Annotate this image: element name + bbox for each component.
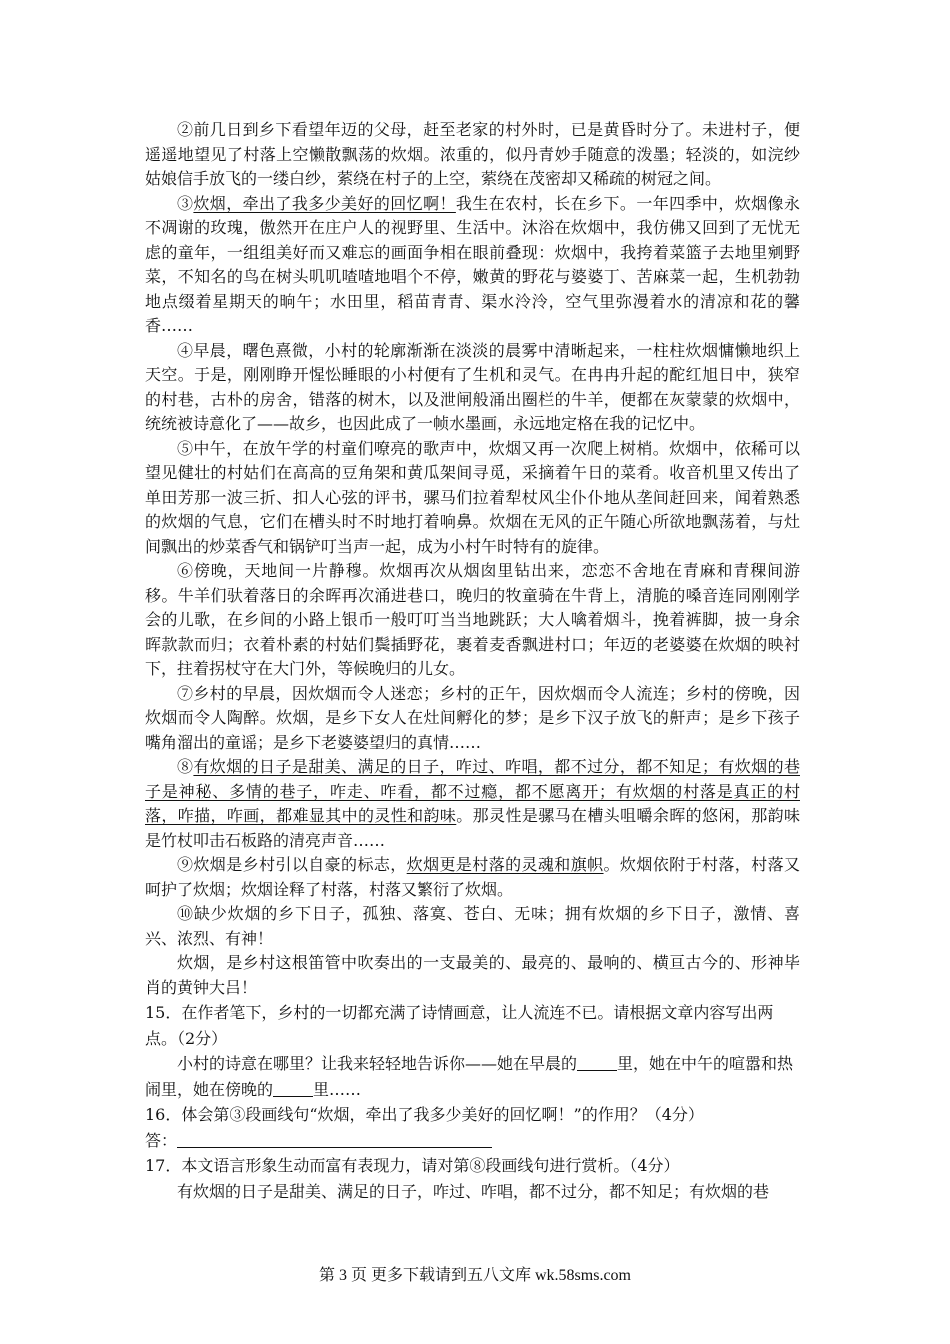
paragraph-6: ⑥傍晚，天地间一片静穆。炊烟再次从烟囱里钻出来，恋恋不舍地在青麻和青稞间游移。牛羊们驮着落日的余晖再次涌进巷口，晚归的牧童骑在牛背上，清脆的嗓音连同刚刚学会的儿歌，在乡间的小路上银币一般叮叮当当地跳跃；大人噙着烟斗，挽着裤脚，披一身余晖款款而归；衣着朴素的村姑们鬓插野花，裹着麦香飘进村口；年迈的老婆婆在炊烟的映衬下，拄着拐杖守在大门外，等候晚归的儿女。 — [145, 561, 800, 678]
paragraph-9-text-b: 。炊烟依附于村落，村落又呵护了炊烟；炊烟诠释了村落，村落又繁衍了炊烟。 — [145, 855, 800, 899]
paragraph-10: ⑩缺少炊烟的乡下日子，孤独、落寞、苍白、无味；拥有炊烟的乡下日子，激情、喜兴、浓烈、有神！ — [145, 904, 800, 948]
document-body — [145, 118, 800, 1204]
page-footer: 第 3 页 更多下载请到五八文库 wk.58sms.com — [318, 1267, 631, 1284]
paragraph-8-number: ⑧ — [177, 757, 194, 776]
paragraph-11: 炊烟，是乡村这根笛管中吹奏出的一支最美的、最亮的、最响的、横亘古今的、形神毕肖的黄钟大吕！ — [145, 953, 800, 997]
question-17-quote: 有炊烟的日子是甜美、满足的日子，咋过、咋唱，都不过分，都不知足；有炊烟的巷 — [177, 1181, 770, 1201]
paragraph-8 — [145, 755, 800, 853]
paragraph-2: ②前几日到乡下看望年迈的父母，赶至老家的村外时，已是黄昏时分了。未进村子，便遥遥地望见了村落上空懒散飘荡的炊烟。浓重的，似丹青妙手随意的泼墨；轻淡的，如浣纱姑娘信手放飞的一缕白纱，萦绕在村子的上空，萦绕在茂密却又稀疏的树冠之间。 — [145, 120, 800, 188]
q15-text-a: 小村的诗意在哪里？让我来轻轻地告诉你——她在早晨的 — [177, 1054, 578, 1073]
paragraph-5: ⑤中午，在放午学的村童们嘹亮的歌声中，炊烟又再一次爬上树梢。炊烟中，依稀可以望见健壮的村姑们在高高的豆角架和黄瓜架间寻觅，采摘着午日的菜肴。收音机里又传出了单田芳那一波三折、扣人心弦的评书，骡马们拉着犁杖风尘仆仆地从垄间赶回来，闻着熟悉的炊烟的气息，它们在槽头时不时地打着响鼻。炊烟在无风的正午随心所欲地飘荡着，与灶间飘出的炒菜香气和锅铲叮当声一起，成为小村午时特有的旋律。 — [145, 438, 800, 556]
question-16-answer — [145, 1128, 800, 1154]
question-16: 16．体会第③段画线句“炊烟，牵出了我多少美好的回忆啊！”的作用？（4分） — [145, 1105, 704, 1124]
paragraph-3-number: ③ — [177, 193, 194, 213]
paragraph-4: ④早晨，曙色熹微，小村的轮廓渐渐在淡淡的晨雾中清晰起来，一柱柱炊烟慵懒地织上天空。于是，刚刚睁开惺忪睡眼的小村便有了生机和灵气。在冉冉升起的酡红旭日中，狭窄的村巷，古朴的房舍，错落的树木，以及泄闸般涌出圈栏的牛羊，便都在灰蒙蒙的炊烟中，统统被诗意化了——故乡，也因此成了一帧水墨画，永远地定格在我的记忆中。 — [145, 340, 800, 433]
q15-text-c: 里…… — [313, 1079, 362, 1099]
paragraph-9 — [145, 853, 800, 902]
paragraph-7: ⑦乡村的早晨，因炊烟而令人迷恋；乡村的正午，因炊烟而令人流连；乡村的傍晚，因炊烟而令人陶醉。炊烟，是乡下女人在灶间孵化的梦；是乡下汉子放飞的鼾声；是乡下孩子嘴角溜出的童谣；是乡下老婆婆望归的真情…… — [145, 683, 800, 752]
paragraph-3-text: 我生在农村，长在乡下。一年四季中，炊烟像永不凋谢的玫瑰，傲然开在庄户人的视野里、生活中。沐浴在炊烟中，我仿佛又回到了无忧无虑的童年，一组组美好而又难忘的画面争相在眼前叠现：炊烟中，我挎着菜篮子去地里剜野菜，不知名的鸟在树头叽叽喳喳地唱个不停，嫩黄的野花与婆婆丁、苦麻菜一起，生机勃勃地点缀着星期天的晌午；水田里，稻苗青青、渠水泠泠，空气里弥漫着水的清凉和花的馨香…… — [145, 193, 800, 335]
q15-text-b: 里，她在中午的喧嚣和热闹里，她在傍晚的 — [145, 1054, 794, 1099]
question-15: 15．在作者笔下，乡村的一切都充满了诗情画意，让人流连不已。请根据文章内容写出两点。（2分） — [145, 1003, 774, 1048]
underlined-sentence-9: 炊烟更是村落的灵魂和旗帜 — [406, 855, 604, 874]
question-17: 17．本文语言形象生动而富有表现力，请对第⑧段画线句进行赏析。（4分） — [145, 1156, 680, 1175]
underlined-sentence-8: 有炊烟的日子是甜美、满足的日子，咋过、咋唱，都不过分，都不知足；有炊烟的巷子是神秘、多情的巷子，咋走、咋看，都不过瘾，都不愿离开；有炊烟的村落是真正的村落，咋描，咋画，都难显其中的灵性和韵味 — [145, 757, 800, 825]
question-15-answer — [145, 1051, 800, 1102]
answer-label: 答： — [145, 1130, 178, 1150]
answer-line[interactable] — [177, 1131, 492, 1148]
underlined-sentence-3: 炊烟，牵出了我多少美好的回忆啊！ — [193, 193, 456, 213]
answer-blank-2[interactable] — [273, 1080, 313, 1097]
answer-blank-1[interactable] — [577, 1054, 617, 1071]
paragraph-9-text-a: ⑨炊烟是乡村引以自豪的标志， — [177, 855, 407, 874]
paragraph-3 — [145, 192, 800, 339]
paragraph-8-text: 。那灵性是骡马在槽头咀嚼余晖的悠闲，那韵味是竹杖叩击石板路的清亮声音…… — [145, 806, 800, 850]
